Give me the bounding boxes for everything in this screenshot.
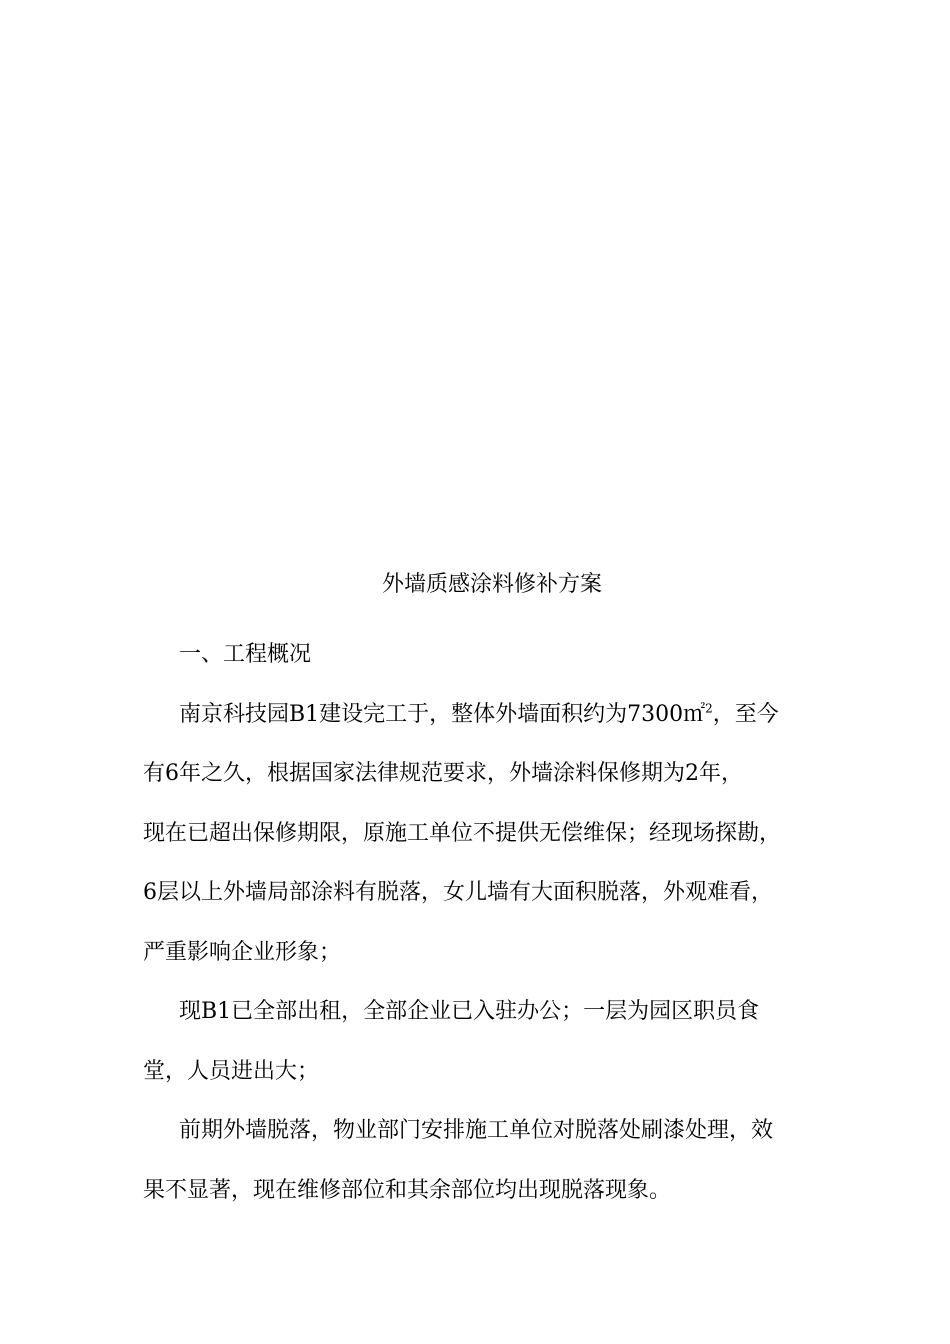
paragraph-line-text: 南京科技园B1建设完工于，整体外墙面积约为7300㎡ [179,701,706,727]
paragraph-line: 严重影响企业形象； [143,939,342,965]
paragraph-line-text: ，至今 [712,701,779,727]
paragraph-line: 现在已超出保修期限，原施工单位不提供无偿维保；经现场探勘， [143,820,782,846]
paragraph-line: 前期外墙脱落，物业部门安排施工单位对脱落处刷漆处理，效 [179,1118,774,1143]
paragraph-occupancy [143,982,823,1101]
paragraph-line: 现B1已全部出租，全部企业已入驻办公；一层为园区职员食 [179,999,760,1024]
paragraph-line: 6层以上外墙局部涂料有脱落，女儿墙有大面积脱落，外观难看， [143,880,773,905]
paragraph-line: 堂，人员进出大； [143,1058,320,1084]
area-unit-superscript: 2 [705,701,713,716]
paragraph-project-overview [143,685,823,983]
paragraph-line: 果不显著，现在维修部位和其余部位均出现脱落现象。 [143,1177,672,1203]
paragraph-previous-repair [143,1101,823,1220]
document-title: 外墙质感涂料修补方案 [381,572,602,597]
document-body [143,625,823,1220]
paragraph-line: 有6年之久，根据国家法律规范要求，外墙涂料保修期为2年， [143,761,743,786]
section-heading-line [143,625,823,685]
section-heading: 一、工程概况 [179,642,312,667]
paragraph-line [143,685,823,745]
